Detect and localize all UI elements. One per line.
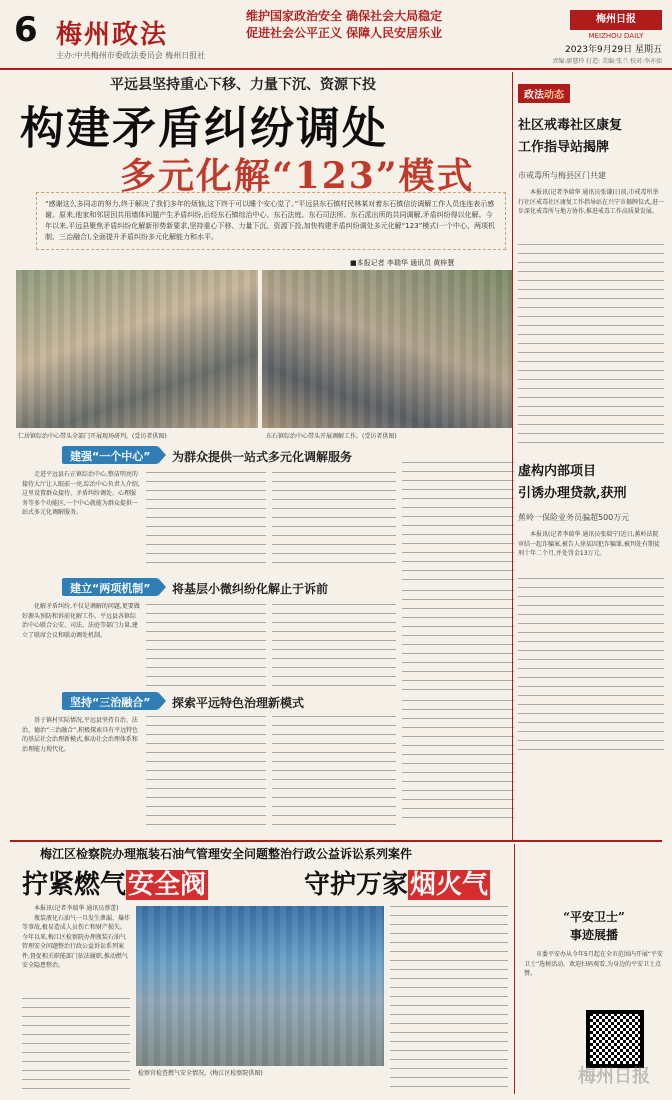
brand-logo: 梅州日报 bbox=[570, 10, 662, 30]
editors-line: 责编:廖慧玲 打造: 美编:张兰 校对:李亦如 bbox=[552, 58, 662, 65]
main-headline-1: 构建矛盾纠纷调处 bbox=[20, 103, 388, 154]
photo-meeting-2 bbox=[262, 270, 512, 428]
slogan-line-2: 促进社会公平正义 保障人民安居乐业 bbox=[246, 26, 443, 40]
bottom-photo-caption: 检察官检查燃气安全情况。(梅江区检察院供图) bbox=[138, 1070, 263, 1077]
column-divider bbox=[514, 844, 515, 1094]
text-block bbox=[402, 590, 514, 690]
text-block bbox=[402, 700, 514, 826]
section-label-1: 建强“一个中心” bbox=[62, 446, 158, 464]
section-title-1: 为群众提供一站式多元化调解服务 bbox=[172, 450, 353, 464]
story-1-title-1: 社区戒毒社区康复 bbox=[518, 118, 623, 133]
issue-date: 2023年9月29日 星期五 bbox=[565, 45, 662, 55]
main-intro: “感谢这么多同志的努力,终于解决了我们多年的烦恼,这下终于可以睡个安心觉了。”平远县东石镇村民林某对着东石镇信访调解工作人员连连表示感谢。原来,他家和邻居因共用墙体问题产生矛盾纠纷,后经东石镇综治中心、东石法庭、东石司法所、东石派出所的共同调解,矛盾纠纷得以化解。今年以来,平远县聚焦矛盾纠纷化解新形势新要求,坚持重心下移、力量下沉、资源下投,加快构建矛盾纠纷调处多元化解“123”模式(一个中心、两项机制、三治融合),全面提升矛盾纠纷多元化解能力和水平。 bbox=[36, 192, 506, 250]
story-1-title-2: 工作指导站揭牌 bbox=[518, 140, 610, 155]
text-block bbox=[518, 244, 664, 444]
section-title: 梅州政法 bbox=[56, 20, 169, 50]
watermark: 梅州日报 bbox=[578, 1066, 650, 1087]
slogan-line-1: 维护国家政治安全 确保社会大局稳定 bbox=[246, 9, 443, 23]
text-block bbox=[390, 906, 508, 1090]
photo-caption-2: 东石镇综治中心带头开展调解工作。(受访者供图) bbox=[266, 433, 397, 440]
qr-code[interactable] bbox=[586, 1010, 644, 1068]
section-label-2: 建立“两项机制” bbox=[62, 578, 158, 596]
text-block bbox=[518, 578, 664, 758]
column-divider bbox=[512, 72, 513, 842]
main-headline-2: 多元化解“123”模式 bbox=[120, 155, 475, 197]
tag-sub: 动态 bbox=[544, 90, 564, 101]
safety-guard-title-2: 事迹展播 bbox=[569, 928, 618, 942]
section-2-text bbox=[22, 602, 140, 690]
bottom-headline-2a: 守护万家 bbox=[304, 870, 409, 900]
story-2-subtitle: 蕉岭一保险业务员骗超500万元 bbox=[518, 513, 630, 522]
bottom-byline: 本报讯(记者李瑞华 通讯员蔡蕾) bbox=[34, 905, 119, 912]
story-2-title-1: 虚构内部项目 bbox=[518, 464, 597, 479]
right-column bbox=[518, 72, 664, 842]
section-divider bbox=[10, 840, 662, 842]
bottom-headline-2 bbox=[304, 864, 490, 901]
section-3-para: 基于镇村实际情况,平远县坚持自治、法治、德治“三治融合”,积极探索具有平远特色的基层社会治理新模式,推动社会治理体系和治理能力现代化。 bbox=[22, 717, 139, 753]
tag-main: 政法 bbox=[524, 90, 544, 101]
safety-guard-title-1: “平安卫士” bbox=[563, 910, 625, 924]
main-byline: ■本报记者 李瑞华 通讯员 黄梓慧 bbox=[350, 259, 455, 267]
safety-guard-text bbox=[524, 950, 664, 1004]
photo-meeting-1 bbox=[16, 270, 258, 428]
text-block bbox=[22, 998, 130, 1090]
photo-caption-1: 仁居镇综治中心带头全部门开展现场研判。(受访者供图) bbox=[18, 433, 167, 440]
text-block bbox=[146, 472, 266, 568]
text-block bbox=[146, 604, 266, 690]
section-title-2: 将基层小微纠纷化解止于诉前 bbox=[172, 582, 329, 596]
bottom-headline-2b: 烟火气 bbox=[410, 870, 489, 900]
story-2-title-2: 引诱办理贷款,获刑 bbox=[518, 486, 627, 501]
story-1-text bbox=[518, 188, 664, 240]
slogan bbox=[246, 8, 576, 42]
bottom-kicker: 梅江区检察院办理瓶装石油气管理安全问题整治行政公益诉讼系列案件 bbox=[40, 847, 413, 861]
story-1-body: 本报讯(记者李瑞华 通讯员张谦)日前,市戒毒所举行社区戒毒社区康复工作指导站在兴宁市揭牌仪式,进一步深化戒毒所与地方协作,推进戒毒工作高质量发展。 bbox=[518, 189, 664, 215]
main-kicker: 平远县坚持重心下移、力量下沉、资源下投 bbox=[110, 77, 376, 93]
text-block bbox=[272, 604, 396, 690]
host-line: 主办:中共梅州市委政法委员会 梅州日报社 bbox=[56, 51, 206, 60]
photo-gas-cylinders bbox=[136, 906, 384, 1066]
section-title-3: 探索平远特色治理新模式 bbox=[172, 696, 305, 710]
brand-en: MEIZHOU DAILY bbox=[588, 32, 644, 40]
story-2-body: 本报讯(记者李瑞华 通讯员张瑞宁)近日,蕉岭法院审结一起诈骗案,被告人徐某因犯诈骗罪,被判处有期徒刑十年二个月,并处罚金13万元。 bbox=[518, 531, 660, 557]
text-block bbox=[272, 472, 396, 568]
story-1-subtitle: 市戒毒所与梅县区门共建 bbox=[518, 171, 606, 180]
masthead bbox=[0, 0, 672, 70]
bottom-headline-1b: 安全阀 bbox=[128, 870, 207, 900]
bottom-body: 瓶装液化石油气一旦发生泄漏、爆炸等事故,极易造成人员伤亡和财产损失。今年以来,梅江区检察院办理瓶装石油气管理安全问题整治行政公益诉讼系列案件,督促相关职能部门依法履职,推动燃气安全隐患整治。 bbox=[22, 914, 130, 969]
story-2-text bbox=[518, 530, 664, 574]
safety-guard-body: 市委平安办从今年5月起在全市范围内开展“平安卫士”选树活动。欢迎扫码观看,为身边的平安卫士点赞。 bbox=[524, 951, 663, 977]
safety-guard-title bbox=[524, 908, 664, 944]
text-block bbox=[146, 716, 266, 826]
text-block bbox=[272, 716, 396, 826]
section-1-text bbox=[22, 470, 140, 570]
page-number: 6 bbox=[14, 10, 38, 50]
section-1-para: 走进平远县石正镇综治中心,整洁明亮的接待大厅让人眼前一亮,综治中心负责人介绍,这里设置群众接待、矛盾纠纷调处、心理服务等多个功能区,一个中心就能为群众提供一站式多元化调解服务。 bbox=[22, 471, 140, 516]
section-3-text bbox=[22, 716, 140, 828]
bottom-headline-1a: 拧紧燃气 bbox=[22, 870, 127, 900]
text-block bbox=[402, 462, 514, 582]
news-tag bbox=[518, 84, 570, 103]
bottom-text bbox=[22, 904, 130, 994]
section-2-para: 化解矛盾纠纷,不仅是调解的问题,更要做好源头预防和诉前化解工作。平远县各镇综治中心联合公安、司法、法庭等部门力量,建立了联席会议和联动调处机制。 bbox=[22, 603, 140, 639]
section-label-3: 坚持“三治融合” bbox=[62, 692, 158, 710]
bottom-headline-1 bbox=[22, 864, 208, 901]
